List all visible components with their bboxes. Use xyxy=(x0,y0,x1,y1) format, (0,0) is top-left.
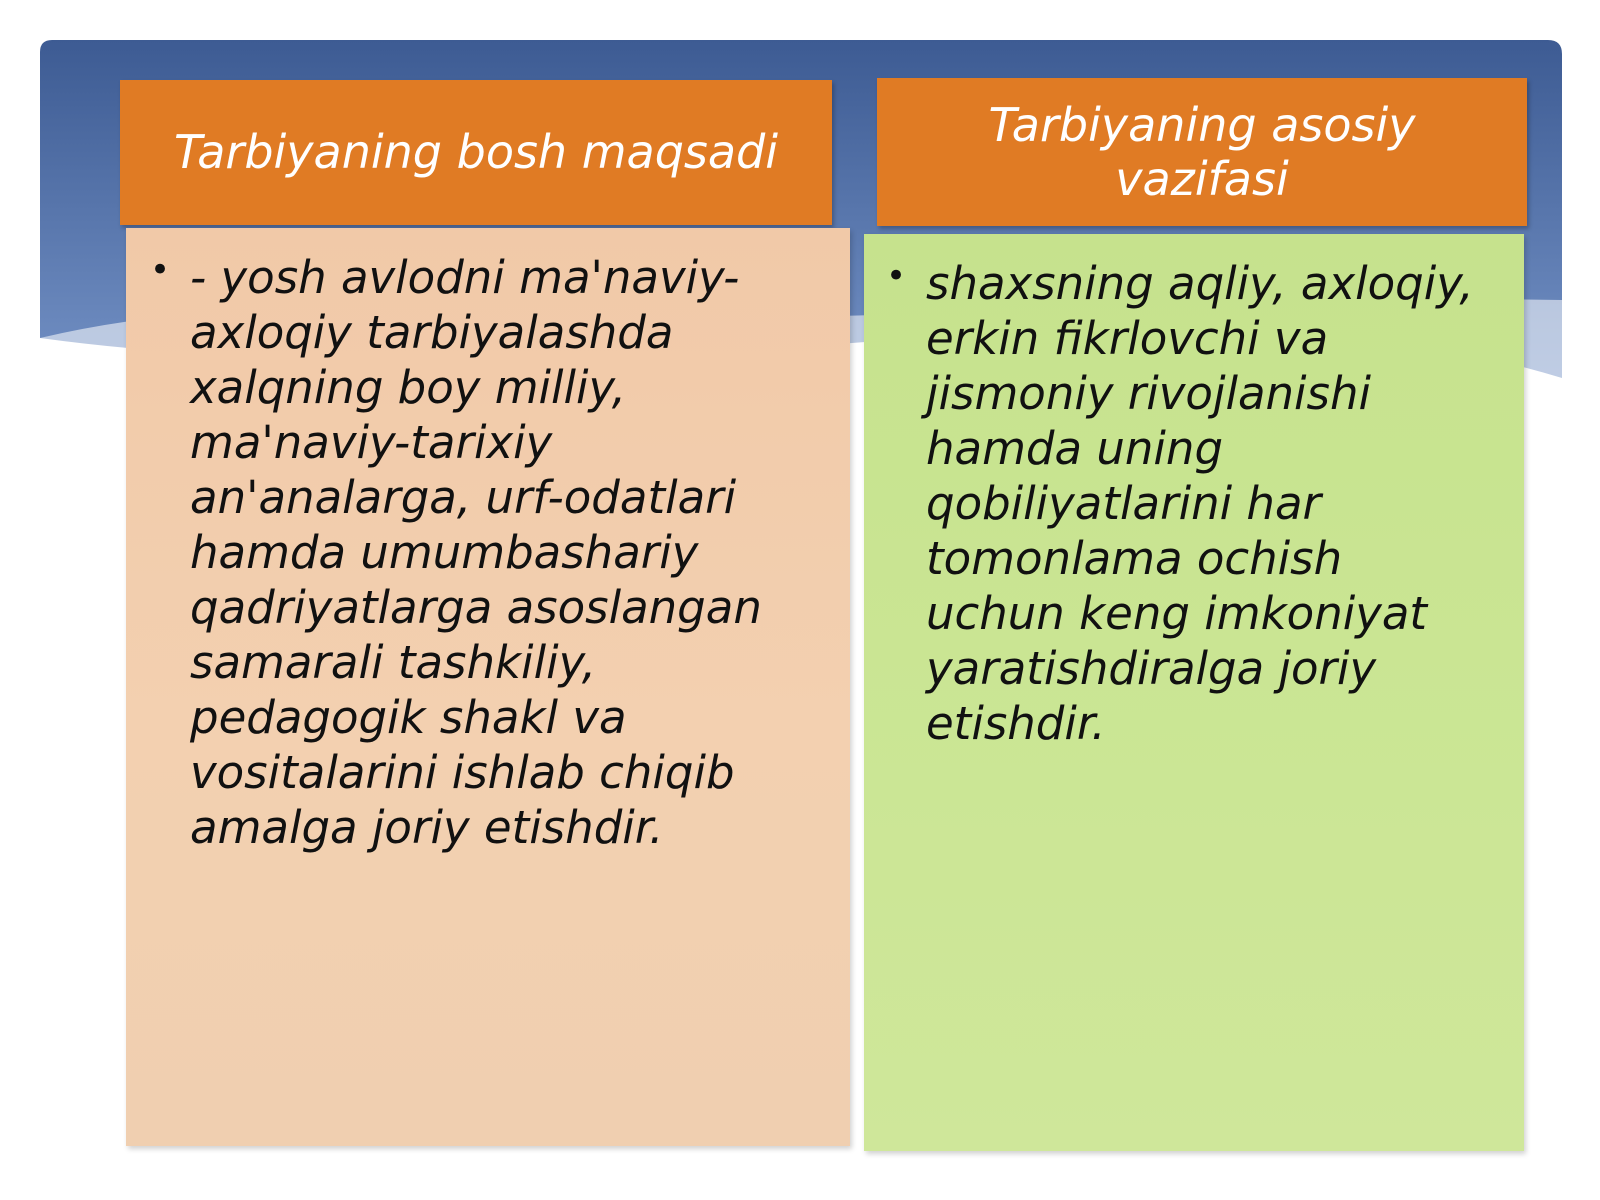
bullet-item xyxy=(886,256,1516,751)
bullet-text: shaxsning aqliy, axloqiy, erkin fikrlovchi va jismoniy rivojlanishi hamda uning qobiliyatlarini har tomonlama ochish uchun keng imkoniyat yaratishdiralga joriy etishdir. xyxy=(926,257,1474,750)
bullet-list xyxy=(150,250,830,855)
column-header-text: Tarbiyaning asosiy vazifasi xyxy=(988,97,1416,206)
bullet-item xyxy=(150,250,830,855)
bullet-icon: • xyxy=(886,256,907,296)
column-header-main-goal xyxy=(120,80,832,225)
column-header-main-task xyxy=(877,78,1527,226)
bullet-list xyxy=(886,256,1516,751)
bullet-text: - yosh avlodni ma'naviy- axloqiy tarbiyalashda xalqning boy milliy, ma'naviy-tarixiy an'analarga, urf-odatlari hamda umumbashariy qadriyatlarga asoslangan samarali tashkiliy, pedagogik shakl va vositalarini ishlab chiqib amalga joriy etishdir. xyxy=(190,251,762,854)
content-box-main-task xyxy=(864,234,1524,1151)
bullet-icon: • xyxy=(150,250,171,290)
column-header-text: Tarbiyaning bosh maqsadi xyxy=(173,125,779,180)
content-box-main-goal xyxy=(126,228,850,1146)
